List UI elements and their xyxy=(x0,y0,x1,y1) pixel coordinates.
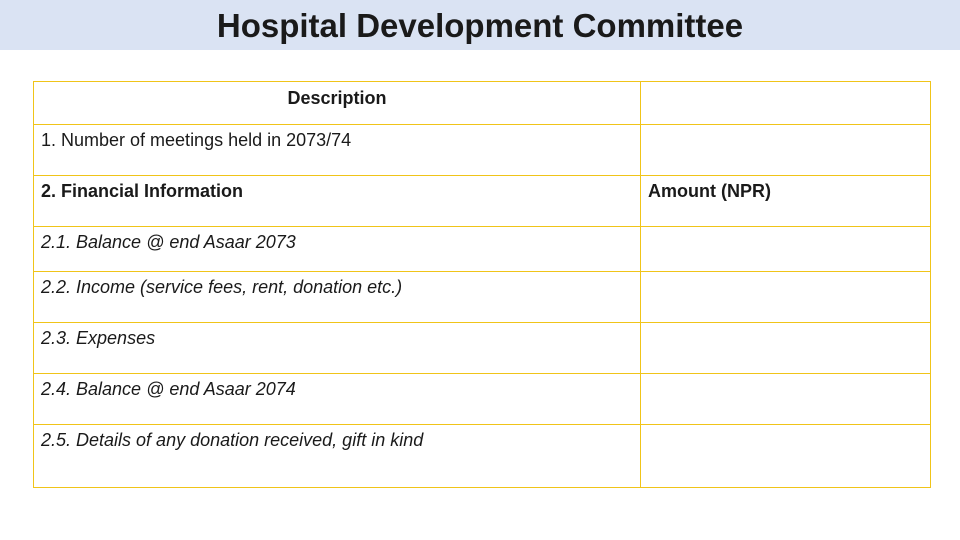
amount-column-header: Amount (NPR) xyxy=(641,176,931,227)
page-title: Hospital Development Committee xyxy=(216,7,744,44)
row-value-donation-details xyxy=(641,425,931,488)
table-row xyxy=(34,323,931,374)
row-label-balance-2074: 2.4. Balance @ end Asaar 2074 xyxy=(34,374,641,425)
row-value-balance-2073 xyxy=(641,227,931,272)
table-row xyxy=(34,176,931,227)
row-label-expenses: 2.3. Expenses xyxy=(34,323,641,374)
table-row xyxy=(34,227,931,272)
table-header-row xyxy=(34,82,931,125)
row-value-balance-2074 xyxy=(641,374,931,425)
table-row xyxy=(34,425,931,488)
row-label-meetings: 1. Number of meetings held in 2073/74 xyxy=(34,125,641,176)
row-value-expenses xyxy=(641,323,931,374)
row-label-income: 2.2. Income (service fees, rent, donation etc.) xyxy=(34,272,641,323)
table-row xyxy=(34,272,931,323)
table-row xyxy=(34,125,931,176)
row-value-income xyxy=(641,272,931,323)
header-value-cell xyxy=(641,82,931,125)
row-label-donation-details: 2.5. Details of any donation received, gift in kind xyxy=(34,425,641,488)
committee-table xyxy=(33,81,931,488)
row-label-financial-information: 2. Financial Information xyxy=(34,176,641,227)
table-row xyxy=(34,374,931,425)
row-label-balance-2073: 2.1. Balance @ end Asaar 2073 xyxy=(34,227,641,272)
description-header: Description xyxy=(34,82,641,125)
row-value-meetings xyxy=(641,125,931,176)
